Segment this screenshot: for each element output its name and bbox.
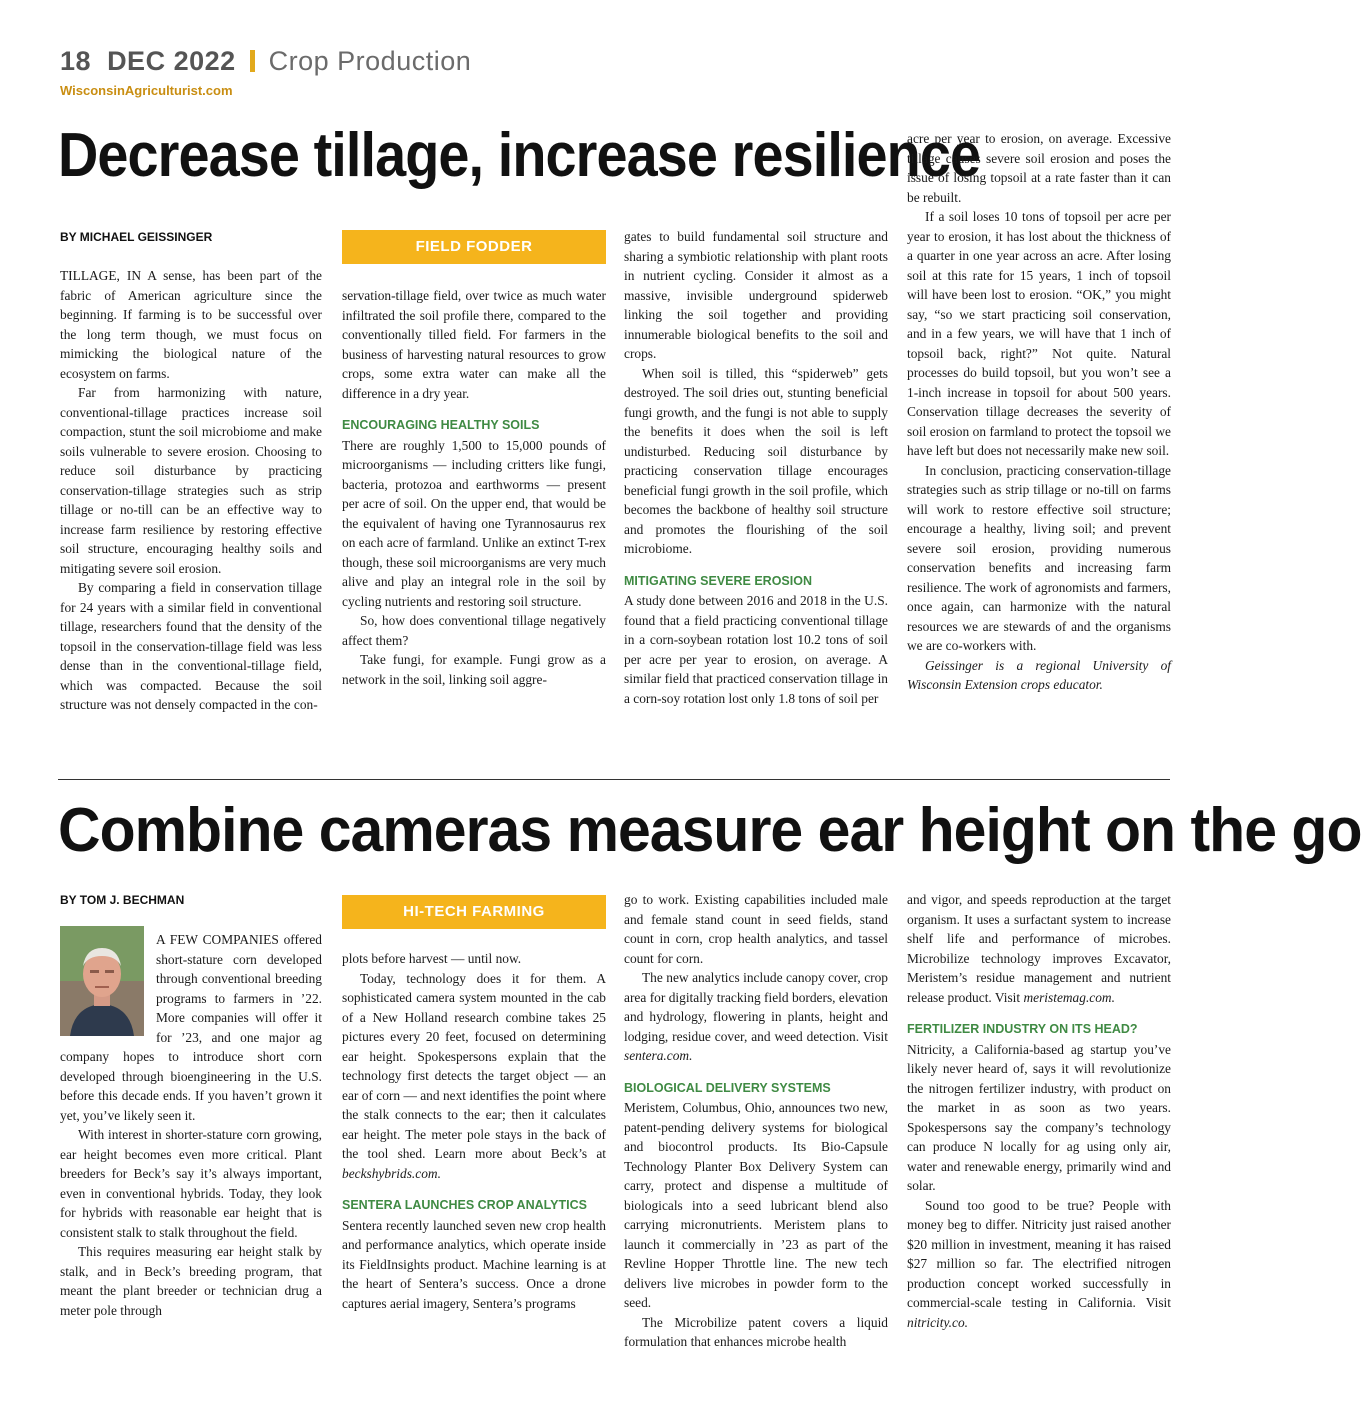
paragraph: A study done between 2016 and 2018 in the U.S. found that a field practicing conventional tillage in a corn-soybean rotation lost 10.2 tons of soil per acre per year to erosion, on average. A similar field that practiced conservation tillage in a corn-soy rotation lost only 1.8 tons of soil per xyxy=(624,593,888,706)
paragraph: TILLAGE, IN A sense, has been part of the fabric of American agriculture since the beginning. If farming is to be successful over the long term though, we must focus on mimicking the biological nature of the ecosystem on farms. xyxy=(60,268,322,381)
paragraph-text: Today, technology does it for them. A sophisticated camera system mounted in the cab of a New Holland research combine takes 25 pictures every 20 feet, focused on determining ear height. Spokespersons explain that the technology first detects the target object — an ear of corn — and next identifies the point where the stalk connects to the ear; then it calculates ear height. The meter pole stays in the back of the tool shed. Learn more about Beck’s at xyxy=(342,970,606,1161)
article1-banner: FIELD FODDER xyxy=(342,230,606,264)
folio-divider xyxy=(250,50,255,72)
paragraph: This requires measuring ear height stalk by stalk, and in Beck’s breeding program, that meant the plant breeder or technician drug a meter pole through xyxy=(60,1244,322,1318)
paragraph: In conclusion, practicing conservation-tillage strategies such as strip tillage or no-till on farms will work to restore effective soil structure; encourage a healthy, living soil; and prevent severe soil erosion, providing numerous conservation benefits and increasing farm resilience. The work of agronomists and farmers, once again, can harmonize with the natural resources we are stewards of and the organisms we are co-workers with. xyxy=(907,462,1171,653)
page-folio xyxy=(60,46,471,77)
link-sentera[interactable]: sentera.com. xyxy=(624,1048,693,1063)
page-number: 18 xyxy=(60,46,92,76)
subhead-fertilizer: FERTILIZER INDUSTRY ON ITS HEAD? xyxy=(907,1022,1138,1036)
article1-column-4 xyxy=(907,129,1171,695)
article2-column-2 xyxy=(342,949,606,1313)
paragraph: With interest in shorter-stature corn growing, ear height becomes even more critical. Plant breeders for Beck’s say it’s always important, even in conventional hybrids. Today, they look for hybrids with reasonable ear height that is consistent stalk to stalk throughout the field. xyxy=(60,1127,322,1240)
section-name: Crop Production xyxy=(268,46,472,76)
article2-column-4 xyxy=(907,890,1171,1332)
article1-column-3 xyxy=(624,227,888,708)
subhead-biological: BIOLOGICAL DELIVERY SYSTEMS xyxy=(624,1080,831,1095)
paragraph: plots before harvest — until now. xyxy=(342,951,522,966)
article-divider xyxy=(58,779,1170,780)
article1-column-1 xyxy=(60,266,322,715)
article2-banner: HI-TECH FARMING xyxy=(342,895,606,929)
subhead-sentera: SENTERA LAUNCHES CROP ANALYTICS xyxy=(342,1198,587,1212)
paragraph: gates to build fundamental soil structure and sharing a symbiotic relationship with plant roots in nutrient cycling. Consider it almost as a massive, invisible underground spiderweb linking the soil together and providing innumerable biological benefits to the soil and crops. xyxy=(624,229,888,361)
paragraph: go to work. Existing capabilities included male and female stand count in seed fields, stand count in corn, crop health analytics, and tassel count for corn. xyxy=(624,892,888,966)
paragraph-text: Sound too good to be true? People with money beg to differ. Nitricity just raised another $20 million in investment, meaning it has raised $27 million so far. The electrified nitrogen production concept worked successfully in commercial-scale testing in California. Visit xyxy=(907,1197,1171,1310)
article2-column-1 xyxy=(60,930,322,1320)
paragraph xyxy=(624,968,888,1066)
paragraph-text: and vigor, and speeds reproduction at the target organism. It uses a surfactant system to increase shelf life and performance of microbes. Microbilize technology improves Excavator, Meristem’s residue management and nutrient release product. Visit xyxy=(907,892,1171,1005)
paragraph: When soil is tilled, this “spiderweb” gets destroyed. The soil dries out, stunting beneficial fungi growth, and the fungi is not able to supply the benefits it does when the soil is left undisturbed. Reducing soil disturbance by practicing conservation tillage encourages beneficial fungi growth in the soil profile, which becomes the backbone of healthy soil structure and promotes the flourishing of the soil microbiome. xyxy=(624,365,888,556)
paragraph: A FEW COMPANIES offered short-stature corn developed through conventional breeding programs to farmers in ’22. More companies will offer it for ’23, and one major ag company hopes to introduce short corn developed through bioengineering in the U.S. before this decade ends. If you haven’t grown it yet, you’ve likely seen it. xyxy=(60,932,322,1123)
article2-column-3 xyxy=(624,890,888,1352)
issue-date: DEC 2022 xyxy=(107,46,236,76)
paragraph: Take fungi, for example. Fungi grow as a network in the soil, linking soil aggre- xyxy=(342,652,606,687)
link-meristem[interactable]: meristemag.com. xyxy=(1023,989,1115,1005)
paragraph: So, how does conventional tillage negatively affect them? xyxy=(342,613,606,648)
article1-byline: BY MICHAEL GEISSINGER xyxy=(60,230,213,244)
author-tagline xyxy=(907,656,1171,695)
paragraph xyxy=(907,890,1171,1007)
paragraph: If a soil loses 10 tons of topsoil per acre per year to erosion, it has lost about the thickness of a quarter in one year across an acre. After losing soil at this rate for 15 years, 1 inch of topsoil will have been lost to erosion. “OK,” you might say, “so we start practicing soil conservation, and in a few years, we will have that 1 inch of topsoil back, right?” Not quite. Natural processes do build topsoil, but you won’t see a 1-inch increase in topsoil for about 500 years. Conservation tillage decreases the severity of soil erosion on farmland to protect the topsoil we have left but does not necessarily make new soil. xyxy=(907,209,1171,458)
paragraph: Meristem, Columbus, Ohio, announces two new, patent-pending delivery systems for biological and biocontrol products. Its Bio-Capsule Technology Planter Box Delivery System can carry, protect and dispense a multitude of biologicals into a seed lubricant blend also carrying micronutrients. Meristem plans to launch it commercially in ’23 as part of the Revline Hopper Throttle line. The new tech delivers live microbes in powder form to the seed. xyxy=(624,1100,888,1310)
paragraph: Far from harmonizing with nature, conventional-tillage practices increase soil compaction, stunt the soil microbiome and make soils vulnerable to severe erosion. Choosing to reduce soil disturbance by practicing conservation-tillage strategies such as strip tillage or no-till can be an effective way to increase farm resilience by restoring effective soil structure, encouraging healthy soils and mitigating severe soil erosion. xyxy=(60,385,322,576)
link-nitricity[interactable]: nitricity.co. xyxy=(907,1314,968,1330)
link-becks[interactable]: beckshybrids.com. xyxy=(342,1165,441,1181)
article2-headline: Combine cameras measure ear height on the go xyxy=(58,796,1361,865)
subhead-healthy-soils: ENCOURAGING HEALTHY SOILS xyxy=(342,418,540,432)
paragraph: Sentera recently launched seven new crop health and performance analytics, which operate inside its FieldInsights product. Machine learning is at the heart of Sentera’s success. Once a drone captures aerial imagery, Sentera’s programs xyxy=(342,1217,606,1311)
article1-headline: Decrease tillage, increase resilience xyxy=(58,121,981,190)
paragraph: acre per year to erosion, on average. Excessive tillage causes severe soil erosion and poses the issue of losing topsoil at a rate faster than it can be rebuilt. xyxy=(907,131,1171,205)
paragraph xyxy=(342,969,606,1184)
site-url[interactable]: WisconsinAgriculturist.com xyxy=(60,83,233,98)
paragraph: There are roughly 1,500 to 15,000 pounds of microorganisms — including critters like fungi, bacteria, protozoa and earthworms — present per acre of soil. On the upper end, that would be the equivalent of having one Tyrannosaurus rex on each acre of farmland. Unlike an extinct T-rex though, these soil microorganisms are very much alive and play an integral role in the soil by cycling nutrients and restoring soil structure. xyxy=(342,437,606,609)
paragraph: servation-tillage field, over twice as much water infiltrated the soil profile there, compared to the conventionally tilled field. For farmers in the business of harvesting natural resources to grow crops, some extra water can make all the difference in a dry year. xyxy=(342,288,606,401)
photo-wrap-spacer xyxy=(60,930,156,1040)
tagline-text: Geissinger is a regional University of Wisconsin Extension crops educator. xyxy=(907,657,1171,692)
article1-column-2 xyxy=(342,286,606,689)
paragraph xyxy=(907,1196,1171,1333)
paragraph: Nitricity, a California-based ag startup you’ve likely never heard of, says it will revolutionize the nitrogen fertilizer industry, with product on the market in as soon as two years. Spokespersons say the company’s technology can produce N locally for ag using only air, water and renewable energy, primarily wind and solar. xyxy=(907,1041,1171,1193)
paragraph: The Microbilize patent covers a liquid formulation that enhances microbe health xyxy=(624,1314,888,1349)
paragraph-text: The new analytics include canopy cover, crop area for digitally tracking field borders, elevation and hydrology, flowering in plants, height and lodging, residue cover, and weed detection. Visit xyxy=(624,970,888,1044)
paragraph: By comparing a field in conservation tillage for 24 years with a similar field in conventional tillage, researchers found that the density of the topsoil in the conservation-tillage field was less dense than in the conventional-tillage field, which was compacted. Because the soil structure was not densely compacted in the con- xyxy=(60,580,322,712)
article2-byline: BY TOM J. BECHMAN xyxy=(60,893,185,907)
subhead-erosion: MITIGATING SEVERE EROSION xyxy=(624,573,812,588)
